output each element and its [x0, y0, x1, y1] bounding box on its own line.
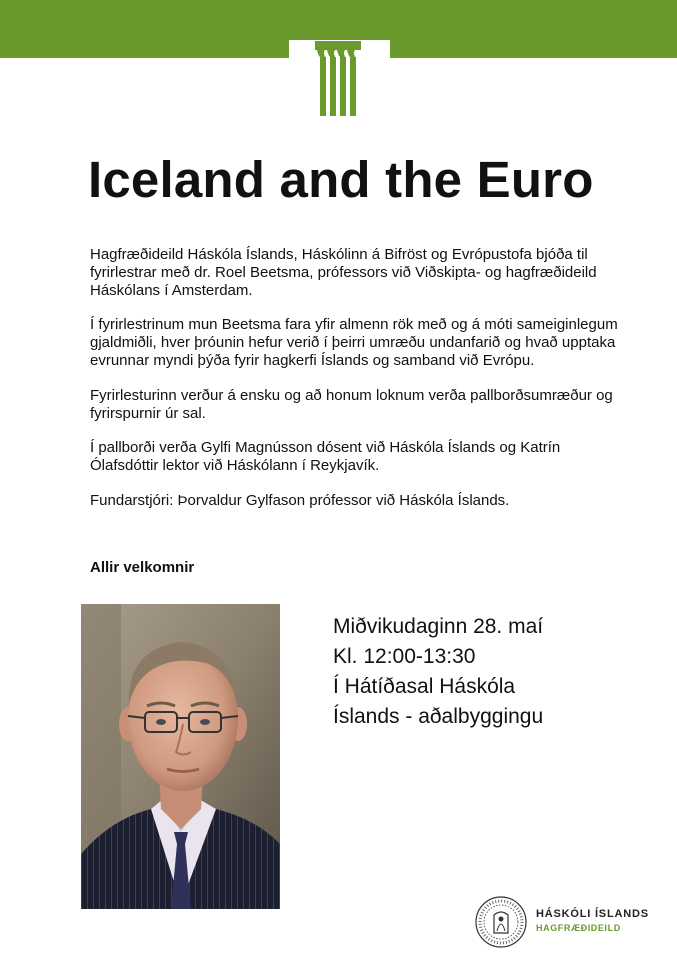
paragraph-panel: Í pallborði verða Gylfi Magnússon dósent við Háskóla Íslands og Katrín Ólafsdóttir lektor við Háskólann í Reykjavík.: [90, 439, 561, 475]
column-capital-icon: [289, 40, 390, 118]
speaker-portrait-photo: [81, 604, 280, 909]
welcome-text: Allir velkomnir: [90, 559, 195, 576]
footer-university-name: HÁSKÓLI ÍSLANDS: [536, 908, 649, 920]
event-location-line2: Íslands - aðalbyggingu: [333, 705, 544, 728]
event-time: Kl. 12:00-13:30: [333, 645, 476, 668]
paragraph-intro: Hagfræðideild Háskóla Íslands, Háskólinn á Bifröst og Evrópustofa bjóða til fyrirlestrar með dr. Roel Beetsma, prófessors við Viðskipta- og hagfræðideild Háskólans í Amsterdam.: [90, 246, 597, 299]
event-date: Miðvikudaginn 28. maí: [333, 615, 544, 638]
paragraph-chair: Fundarstjóri: Þorvaldur Gylfason prófessor við Háskóla Íslands.: [90, 491, 510, 509]
event-location-line1: Í Hátíðasal Háskóla: [333, 675, 516, 698]
announcement-body: [90, 246, 630, 527]
paragraph-language: Fyrirlesturinn verður á ensku og að honum loknum verða pallborðsumræður og fyrirspurnir úr sal.: [90, 386, 613, 422]
event-details: [333, 612, 653, 732]
footer-department-name: HAGFRÆÐIDEILD: [536, 923, 621, 933]
paragraph-topic: Í fyrirlestrinum mun Beetsma fara yfir almenn rök með og á móti sameiginlegum gjaldmiðli, hver þróunin hefur verið í þeirri umræðu undanfarið og hvað upptaka evrunnar myndi þýða fyrir hagkerfi Íslands og samband við Evrópu.: [90, 316, 618, 369]
university-seal-icon: [474, 895, 528, 949]
page-title: Iceland and the Euro: [88, 151, 594, 208]
